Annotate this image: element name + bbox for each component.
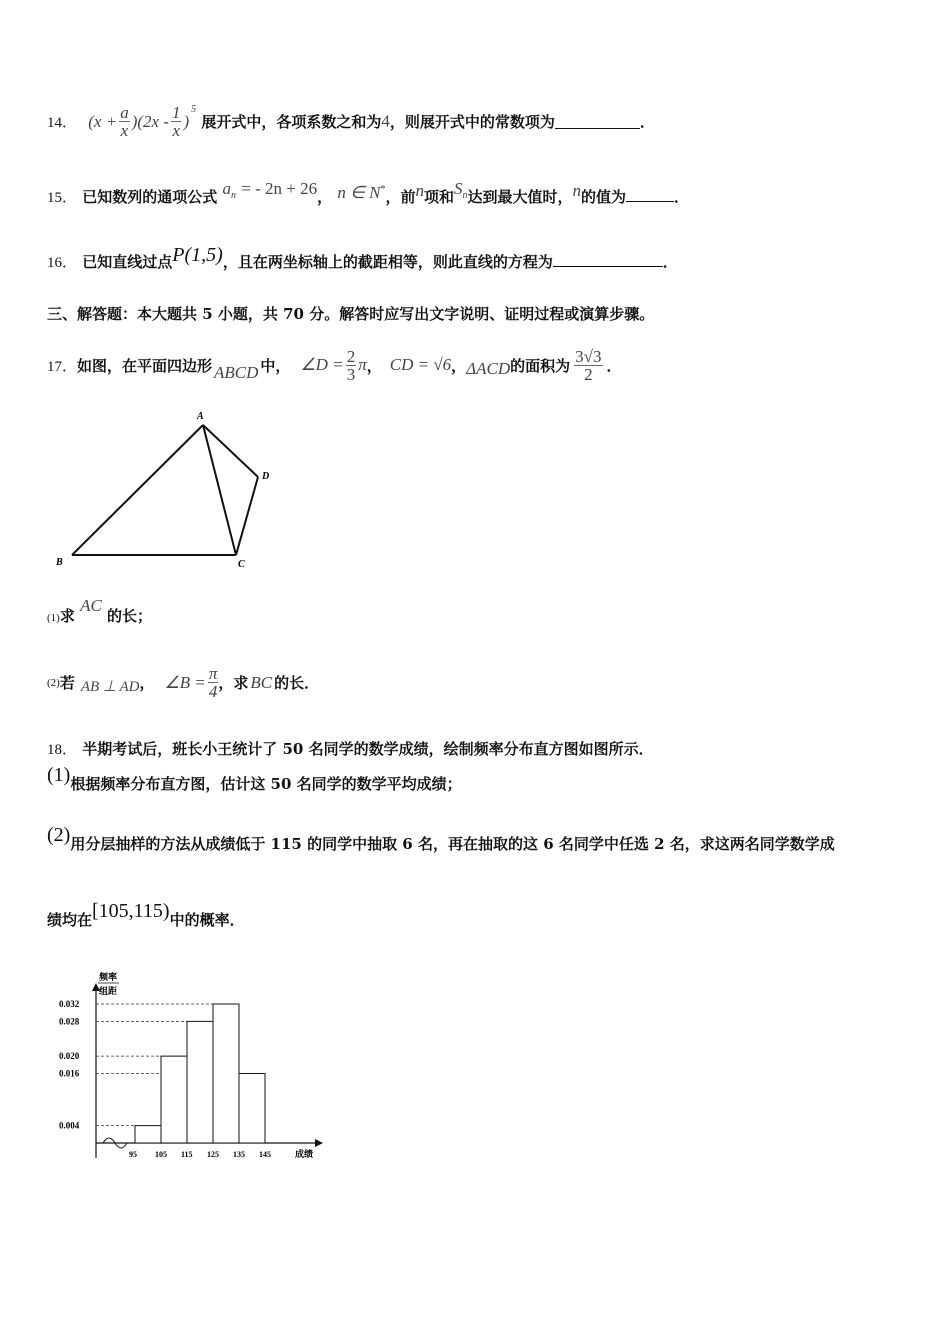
sum-value: 4 [381, 111, 390, 131]
q16-text-2: ，且在两坐标轴上的截距相等，则此直线的方程为 [222, 253, 553, 271]
x-tick-label: 145 [259, 1150, 271, 1159]
area-fraction: $\frac{3√3}{2}$ [575, 346, 602, 384]
edge-ab [72, 425, 203, 555]
answer-blank [626, 187, 674, 202]
answer-blank [555, 114, 640, 129]
q17-part-2: (2) 若 AB ⊥ AD ， ∠B = $\frac{\pi}{4}$ ，求 BC 的长． [47, 664, 320, 701]
binomial-expression: (x + $\frac{a}{x}$ )(2x - $\frac{1}{x}$ ) 5 [88, 103, 197, 140]
question-number: 17． [47, 358, 78, 375]
y-tick-label: 0.004 [59, 1120, 80, 1131]
histogram-bar [135, 1126, 161, 1143]
angle-d: ∠D = $\frac{2}{3}$ π [300, 346, 367, 384]
x-tick-label: 135 [233, 1150, 245, 1159]
vertex-d: D [262, 471, 270, 482]
question-number: 15． [47, 190, 78, 206]
q15-text-1: 已知数列的通项公式 [82, 188, 218, 206]
section-heading: 三、解答题：本大题共 5 小题，共 70 分。解答时应写出文字说明、证明过程或演算步骤。 [47, 305, 655, 323]
x-axis-label: 成绩 [295, 1149, 314, 1159]
edge-ac [203, 425, 236, 555]
histogram-bar [213, 1004, 239, 1143]
x-axis-arrow [315, 1139, 323, 1147]
y-axis-label-bottom: 组距 [99, 986, 118, 996]
y-tick-label: 0.020 [59, 1051, 80, 1062]
question-number: 18． [47, 742, 78, 758]
q14-text: 展开式中，各项系数之和为 [201, 113, 382, 131]
question-number: 16． [47, 255, 78, 271]
y-tick-label: 0.016 [59, 1068, 80, 1079]
question-number: 14． [47, 115, 78, 131]
sum-symbol: $S_n$ [454, 179, 468, 201]
question-17: 17． 如图，在平面四边形 ABCD 中， ∠D = $\frac{2}{3}$ π ， CD = √6 ， ΔACD 的面积为 $\frac{3√3}{2}$ ． [47, 346, 622, 384]
y-tick-label: 0.032 [59, 999, 80, 1009]
question-15: 15． 已知数列的通项公式 $a_n$ = - 2n + 26， n ∈ N*，前n项和$S_n$达到最大值时，n的值为 ． [47, 179, 690, 206]
histogram-bar [187, 1021, 213, 1143]
n-condition: n ∈ N* [337, 183, 386, 202]
frequency-histogram [55, 965, 345, 1165]
sequence-formula: $a_n$ = - 2n + 26 [222, 179, 318, 201]
point-p: P(1,5) [172, 244, 223, 266]
question-14 [47, 104, 655, 154]
vertex-a: A [197, 411, 204, 422]
q14-end: ． [639, 113, 655, 131]
q17-part-1: (1)求 AC 的长； [47, 596, 153, 625]
histogram-bar [239, 1074, 265, 1144]
question-16: 16． 已知直线过点P(1,5)，且在两坐标轴上的截距相等，则此直线的方程为 ． [47, 244, 678, 271]
vertex-c: C [238, 559, 245, 570]
y-tick-label: 0.028 [59, 1016, 80, 1027]
quadrilateral-figure [50, 405, 290, 575]
vertex-b: B [56, 557, 63, 568]
histogram-bar [161, 1056, 187, 1143]
answer-blank [553, 252, 663, 267]
edge-ad [203, 425, 258, 477]
q16-text-1: 已知直线过点 [82, 253, 173, 271]
x-tick-label: 95 [129, 1150, 137, 1159]
x-tick-label: 105 [155, 1150, 167, 1159]
interval: [105,115) [92, 900, 170, 922]
q14-text-2: ，则展开式中的常数项为 [389, 113, 555, 131]
q18-part-2: (2)用分层抽样的方法从成绩低于 115 的同学中抽取 6 名，再在抽取的这 6 名同学中任选 2 名，求这两名同学数学成 [47, 824, 835, 853]
q18-part-2-cont: 绩均在[105,115)中的概率． [47, 900, 245, 929]
x-tick-label: 125 [207, 1150, 219, 1159]
angle-b: ∠B = $\frac{\pi}{4}$ [164, 664, 218, 701]
x-tick-label: 115 [181, 1150, 193, 1159]
edge-cd [236, 477, 258, 555]
y-axis-label-top: 频率 [99, 972, 118, 982]
q18-part-1: (1)根据频率分布直方图，估计这 50 名同学的数学平均成绩； [47, 764, 462, 793]
question-18: 18． 半期考试后，班长小王统计了 50 名同学的数学成绩，绘制频率分布直方图如图所示． [47, 740, 654, 758]
